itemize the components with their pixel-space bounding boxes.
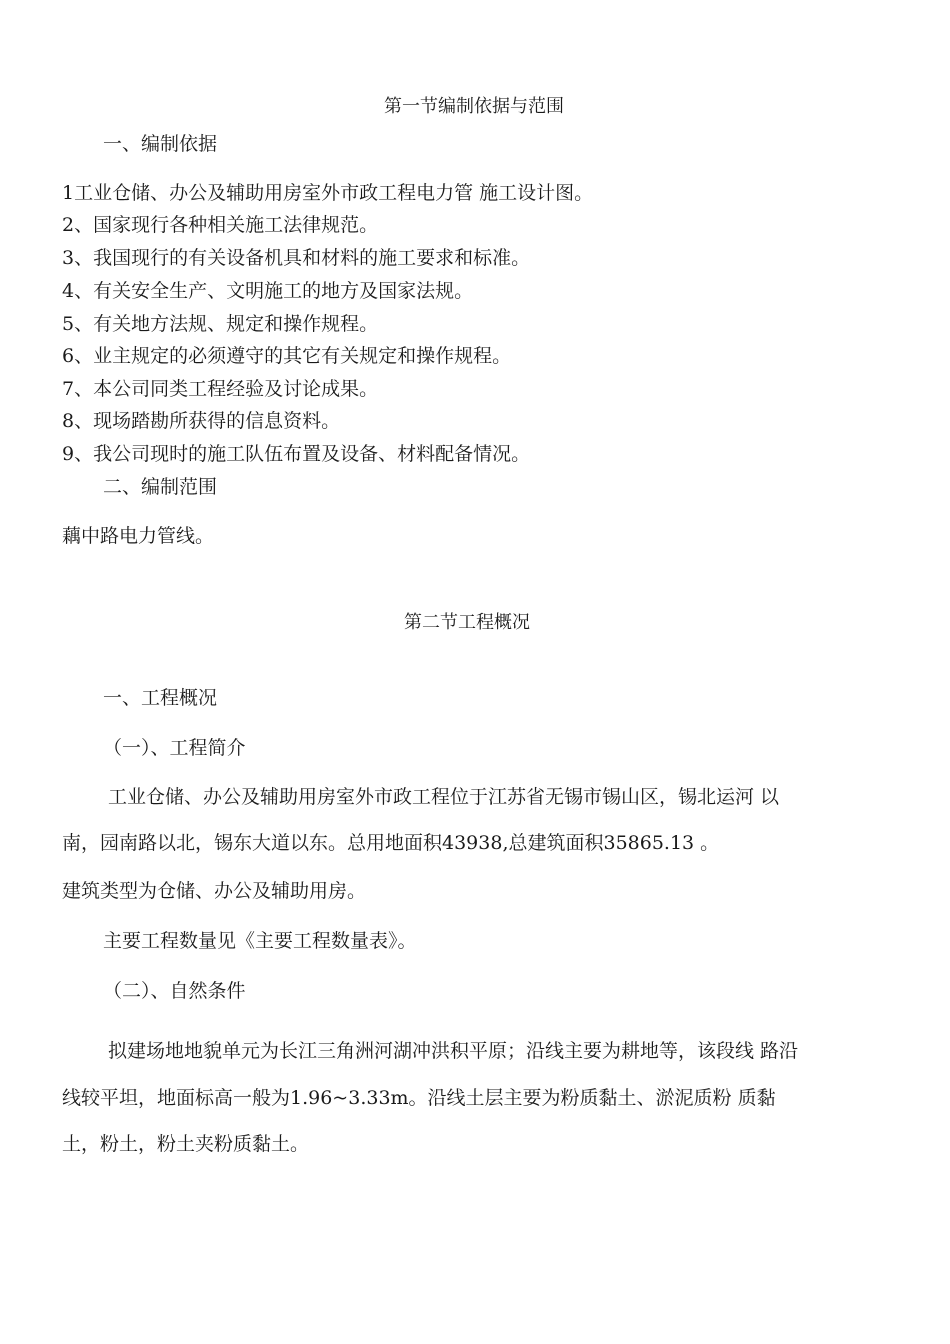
intro-line: 工业仓储、办公及辅助用房室外市政工程位于江苏省无锡市锡山区，锡北运河 以 — [108, 786, 780, 808]
basis-heading: 一、编制依据 — [103, 133, 218, 155]
intro-line: 建筑类型为仓储、办公及辅助用房。 — [62, 880, 367, 902]
overview-heading: 一、工程概况 — [103, 687, 218, 709]
nature-line: 拟建场地地貌单元为长江三角洲河湖冲洪积平原；沿线主要为耕地等，该段线 路沿 — [108, 1040, 799, 1062]
basis-item: 6、业主规定的必须遵守的其它有关规定和操作规程。 — [62, 345, 512, 367]
nature-heading: （二）、自然条件 — [103, 980, 246, 1002]
basis-item: 2、国家现行各种相关施工法律规范。 — [62, 214, 379, 236]
section1-title: 第一节编制依据与范围 — [384, 96, 564, 117]
scope-text: 藕中路电力管线。 — [62, 525, 215, 547]
quantity-text: 主要工程数量见《主要工程数量表》。 — [103, 930, 417, 952]
intro-line: 南，园南路以北，锡东大道以东。总用地面积43938,总建筑面积35865.13 。 — [62, 832, 720, 854]
nature-line: 线较平坦，地面标高一般为1.96~3.33m。沿线土层主要为粉质黏土、淤泥质粉 质黏 — [62, 1087, 776, 1109]
basis-item: 8、现场踏勘所获得的信息资料。 — [62, 410, 341, 432]
basis-item: 1工业仓储、办公及辅助用房室外市政工程电力管 施工设计图。 — [62, 182, 594, 204]
basis-item: 5、有关地方法规、规定和操作规程。 — [62, 313, 379, 335]
basis-item: 4、有关安全生产、文明施工的地方及国家法规。 — [62, 280, 474, 302]
basis-item: 9、我公司现时的施工队伍布置及设备、材料配备情况。 — [62, 443, 531, 465]
scope-heading: 二、编制范围 — [103, 476, 218, 498]
intro-heading: （一）、工程简介 — [103, 737, 246, 759]
nature-line: 土，粉土，粉土夹粉质黏土。 — [62, 1133, 310, 1155]
basis-item: 3、我国现行的有关设备机具和材料的施工要求和标准。 — [62, 247, 531, 269]
section2-title: 第二节工程概况 — [404, 612, 530, 633]
basis-item: 7、本公司同类工程经验及讨论成果。 — [62, 378, 379, 400]
